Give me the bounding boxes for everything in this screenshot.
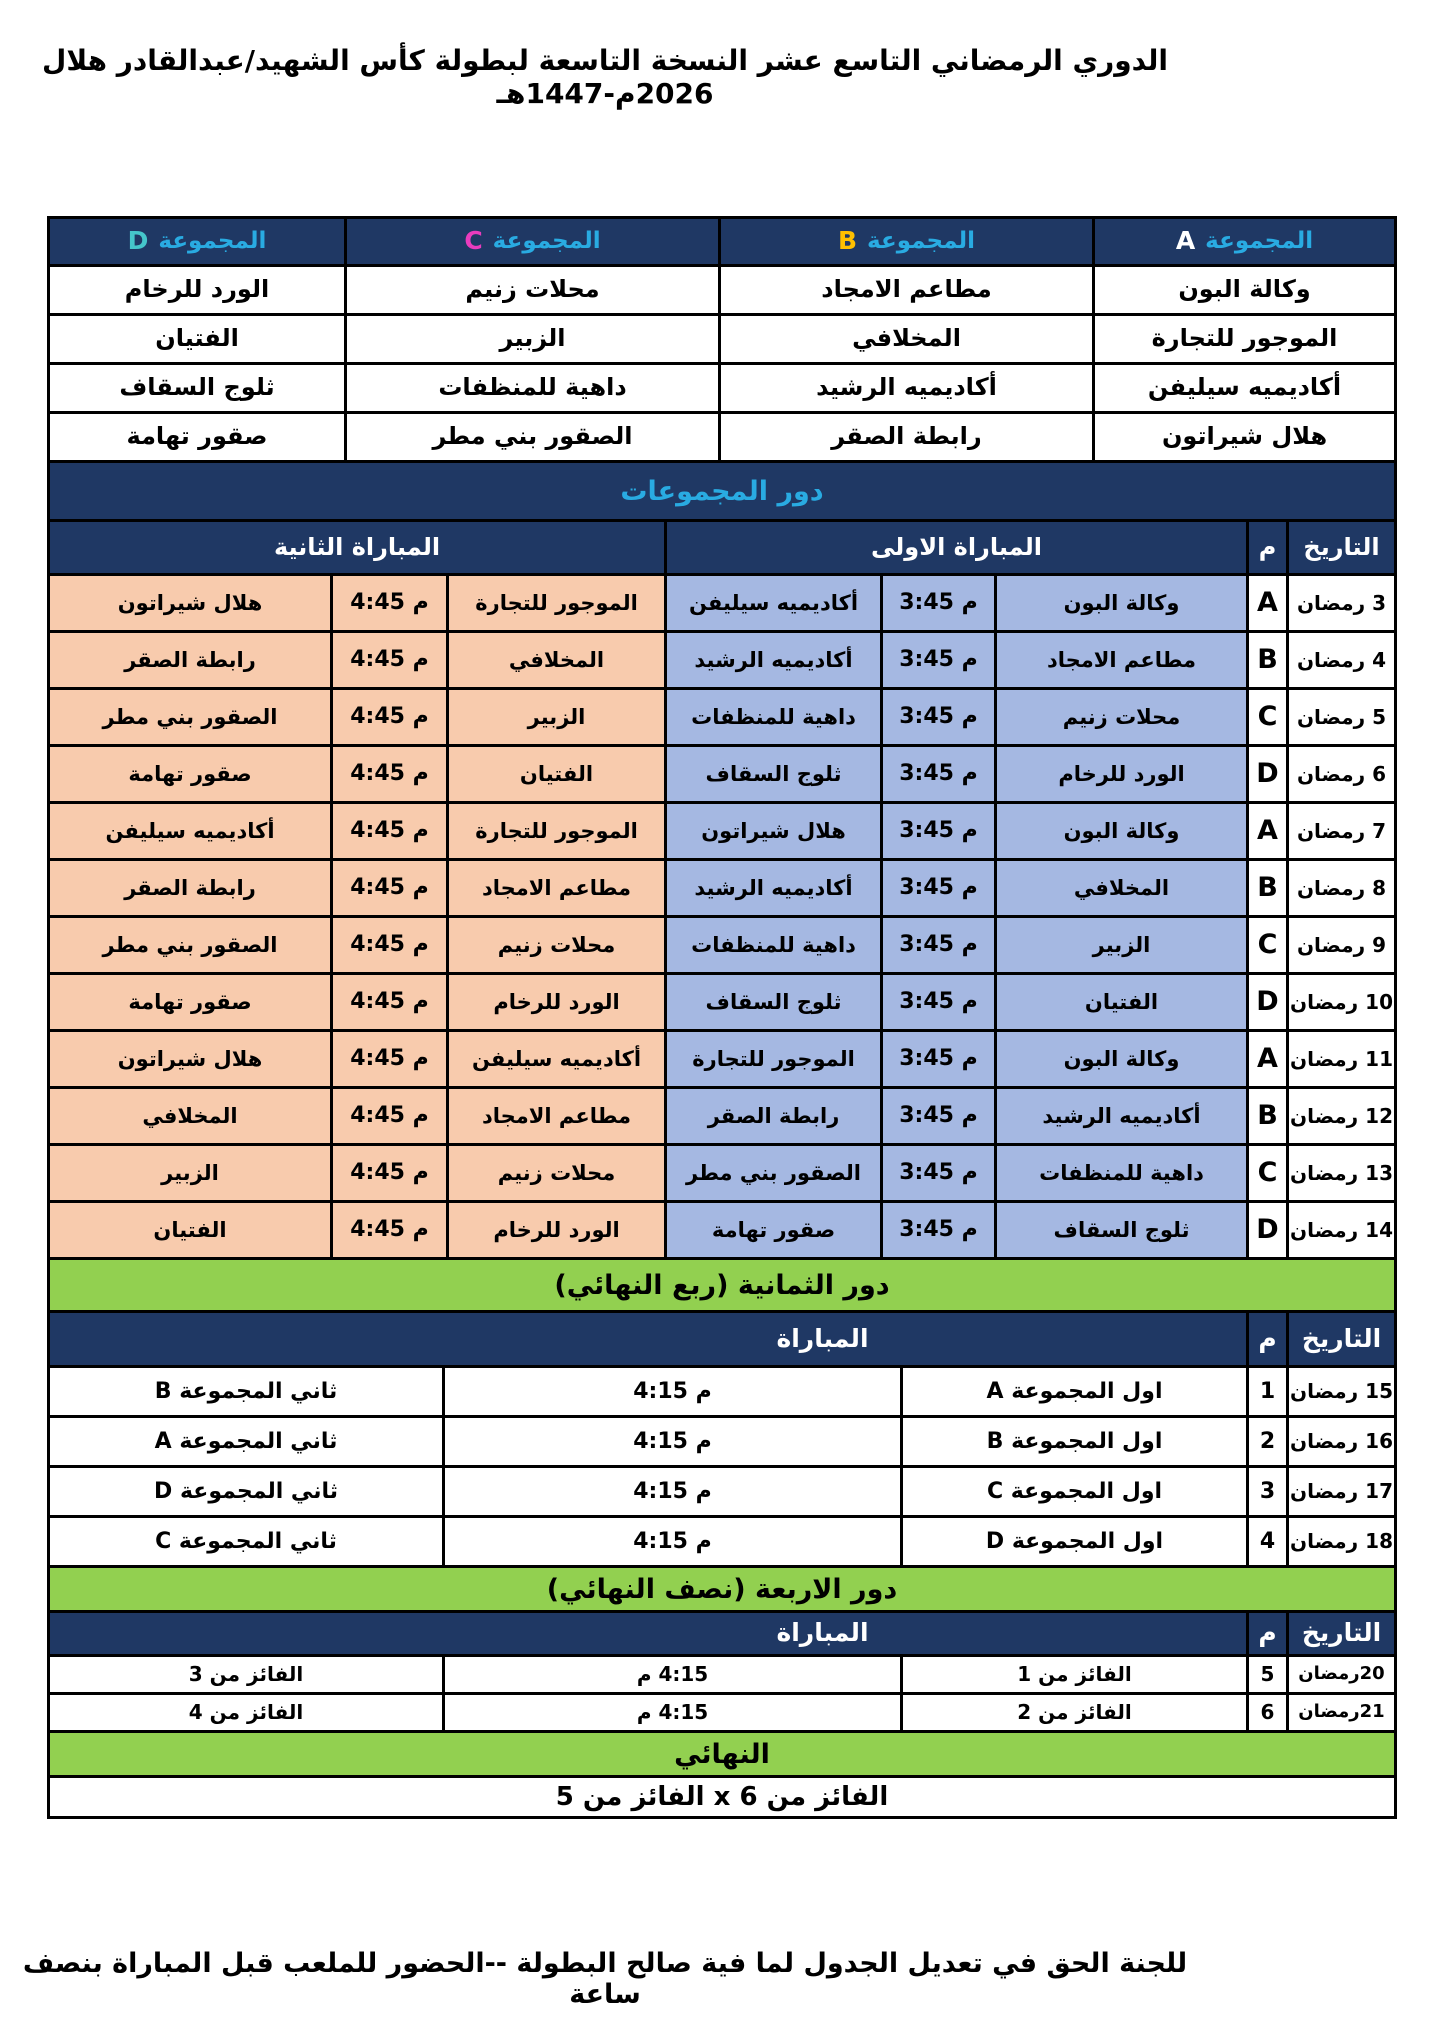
- match-date-cell: 6 رمضان: [1286, 747, 1394, 801]
- match-number-cell: 2: [1246, 1418, 1286, 1465]
- team-cell: الفتيان: [155, 324, 239, 353]
- team-cell: هلال شيراتون: [1092, 414, 1394, 460]
- footer-note: للجنة الحق في تعديل الجدول لما فية صالح البطولة --الحضور للملعب قبل المباراة بنصف ساعة: [22, 1948, 1188, 2010]
- home-team-cell: اول المجموعة D: [900, 1518, 1246, 1565]
- schedule-tables: [47, 216, 1397, 1819]
- match2-away-cell: الصقور بني مطر: [50, 690, 330, 744]
- group-letter-cell: C: [1246, 1146, 1286, 1200]
- quarterfinal-row: [50, 1368, 1394, 1418]
- match1-home-cell: الورد للرخام: [994, 747, 1246, 801]
- group-word: المجموعة: [158, 228, 267, 255]
- match1-time-cell: م 3:45: [880, 861, 994, 915]
- schedule-row: [50, 918, 1394, 975]
- match2-time-cell: م 4:45: [330, 690, 446, 744]
- group-d-letter: D: [127, 226, 149, 256]
- match-number-cell: 1: [1246, 1368, 1286, 1415]
- semifinal-banner: دور الاربعة (نصف النهائي): [50, 1568, 1394, 1613]
- match1-away-cell: داهية للمنظفات: [664, 690, 880, 744]
- home-team-cell: اول المجموعة C: [900, 1468, 1246, 1515]
- match1-time-cell: م 3:45: [880, 804, 994, 858]
- match2-home-cell: الموجور للتجارة: [446, 576, 664, 630]
- match2-time-cell: م 4:45: [330, 918, 446, 972]
- match-date-cell: 5 رمضان: [1286, 690, 1394, 744]
- match-date-cell: 18 رمضان: [1286, 1518, 1394, 1565]
- match2-away-cell: صقور تهامة: [50, 747, 330, 801]
- team-cell: ثلوج السقاف: [119, 373, 275, 402]
- column-header-match: المباراة: [776, 1618, 869, 1648]
- team-cell: وكالة البون: [1092, 267, 1394, 313]
- team-cell: محلات زنيم: [344, 267, 718, 313]
- time-cell: م 4:15: [442, 1368, 900, 1415]
- match1-time-cell: م 3:45: [880, 1089, 994, 1143]
- match2-home-cell: الزبير: [446, 690, 664, 744]
- group-word: المجموعة: [492, 228, 601, 255]
- match2-away-cell: الصقور بني مطر: [50, 918, 330, 972]
- match1-home-cell: ثلوج السقاف: [994, 1203, 1246, 1257]
- team-cell: الزبير: [344, 316, 718, 362]
- semifinal-row: [50, 1657, 1394, 1695]
- quarterfinal-row: [50, 1468, 1394, 1518]
- team-cell: مطاعم الامجاد: [718, 267, 1092, 313]
- match-date-cell: 17 رمضان: [1286, 1468, 1394, 1515]
- match2-time-cell: م 4:45: [330, 1203, 446, 1257]
- group-letter-cell: D: [1246, 1203, 1286, 1257]
- schedule-row: [50, 576, 1394, 633]
- match1-away-cell: الموجور للتجارة: [664, 1032, 880, 1086]
- match1-home-cell: داهية للمنظفات: [994, 1146, 1246, 1200]
- quarterfinal-row: [50, 1518, 1394, 1568]
- away-team-cell: ثاني المجموعة B: [154, 1378, 338, 1404]
- group-d-header: [50, 219, 344, 264]
- team-cell: الصقور بني مطر: [344, 414, 718, 460]
- match1-time-cell: م 3:45: [880, 1203, 994, 1257]
- group-letter-cell: B: [1246, 861, 1286, 915]
- match-date-cell: 8 رمضان: [1286, 861, 1394, 915]
- home-team-cell: اول المجموعة B: [900, 1418, 1246, 1465]
- match1-away-cell: هلال شيراتون: [664, 804, 880, 858]
- schedule-row: [50, 1089, 1394, 1146]
- group-c-letter: C: [464, 226, 483, 256]
- match2-away-cell: هلال شيراتون: [50, 576, 330, 630]
- team-cell: صقور تهامة: [126, 422, 268, 451]
- quarterfinal-header-row: [50, 1313, 1394, 1368]
- match1-home-cell: وكالة البون: [994, 576, 1246, 630]
- match1-time-cell: م 3:45: [880, 918, 994, 972]
- match2-home-cell: مطاعم الامجاد: [446, 1089, 664, 1143]
- group-b-letter: B: [837, 226, 858, 256]
- match1-away-cell: داهية للمنظفات: [664, 918, 880, 972]
- schedule-row: [50, 747, 1394, 804]
- group-letter-cell: A: [1246, 576, 1286, 630]
- match2-time-cell: م 4:45: [330, 804, 446, 858]
- match1-time-cell: م 3:45: [880, 1032, 994, 1086]
- groups-team-row: [50, 316, 1394, 365]
- match-number-cell: 5: [1246, 1657, 1286, 1692]
- time-cell: م 4:15: [442, 1418, 900, 1465]
- match-date-cell: 21رمضان: [1286, 1695, 1394, 1730]
- away-team-cell: ثاني المجموعة C: [155, 1528, 337, 1554]
- groups-team-row: [50, 365, 1394, 414]
- match-date-cell: 16 رمضان: [1286, 1418, 1394, 1465]
- team-cell: أكاديميه الرشيد: [718, 365, 1092, 411]
- quarterfinal-banner: دور الثمانية (ربع النهائي): [50, 1260, 1394, 1313]
- schedule-row: [50, 1203, 1394, 1260]
- quarterfinal-row: [50, 1418, 1394, 1468]
- match1-time-cell: م 3:45: [880, 747, 994, 801]
- match1-home-cell: وكالة البون: [994, 804, 1246, 858]
- match1-time-cell: م 3:45: [880, 975, 994, 1029]
- column-header-match: المباراة: [776, 1323, 869, 1353]
- match2-away-cell: صقور تهامة: [50, 975, 330, 1029]
- match2-time-cell: م 4:45: [330, 576, 446, 630]
- column-header-num: م: [1246, 1613, 1286, 1654]
- match1-time-cell: م 3:45: [880, 690, 994, 744]
- team-cell: الورد للرخام: [124, 275, 270, 304]
- team-cell: رابطة الصقر: [718, 414, 1092, 460]
- match2-home-cell: الموجور للتجارة: [446, 804, 664, 858]
- groups-team-row: [50, 414, 1394, 463]
- match-number-cell: 6: [1246, 1695, 1286, 1730]
- team-cell: أكاديميه سيليفن: [1092, 365, 1394, 411]
- match1-home-cell: أكاديميه الرشيد: [994, 1089, 1246, 1143]
- match2-home-cell: محلات زنيم: [446, 918, 664, 972]
- semifinal-row: [50, 1695, 1394, 1733]
- match2-away-cell: المخلافي: [50, 1089, 330, 1143]
- match1-time-cell: م 3:45: [880, 633, 994, 687]
- time-cell: 4:15 م: [442, 1657, 900, 1692]
- match1-home-cell: الفتيان: [994, 975, 1246, 1029]
- schedule-row: [50, 1146, 1394, 1203]
- team-cell: المخلافي: [718, 316, 1092, 362]
- schedule-header-row: [50, 522, 1394, 576]
- away-team-cell: ثاني المجموعة A: [154, 1428, 338, 1454]
- match2-away-cell: رابطة الصقر: [50, 861, 330, 915]
- match1-home-cell: وكالة البون: [994, 1032, 1246, 1086]
- match-number-cell: 4: [1246, 1518, 1286, 1565]
- group-letter-cell: C: [1246, 918, 1286, 972]
- schedule-row: [50, 975, 1394, 1032]
- match-date-cell: 14 رمضان: [1286, 1203, 1394, 1257]
- match1-time-cell: م 3:45: [880, 1146, 994, 1200]
- match2-away-cell: أكاديميه سيليفن: [50, 804, 330, 858]
- column-header-num: م: [1246, 1313, 1286, 1365]
- group-word: المجموعة: [867, 228, 976, 255]
- match1-away-cell: أكاديميه سيليفن: [664, 576, 880, 630]
- groups-team-row: [50, 267, 1394, 316]
- away-team-cell: الفائز من 4: [188, 1700, 304, 1724]
- match2-home-cell: المخلافي: [446, 633, 664, 687]
- match-date-cell: 4 رمضان: [1286, 633, 1394, 687]
- match-date-cell: 9 رمضان: [1286, 918, 1394, 972]
- match-date-cell: 7 رمضان: [1286, 804, 1394, 858]
- semifinal-header-row: [50, 1613, 1394, 1657]
- match2-time-cell: م 4:45: [330, 975, 446, 1029]
- match-number-cell: 3: [1246, 1468, 1286, 1515]
- final-banner: النهائي: [50, 1733, 1394, 1778]
- match2-home-cell: مطاعم الامجاد: [446, 861, 664, 915]
- group-letter-cell: B: [1246, 633, 1286, 687]
- column-header-match2: المباراة الثانية: [273, 532, 441, 561]
- team-cell: الموجور للتجارة: [1092, 316, 1394, 362]
- group-b-header: [718, 219, 1092, 264]
- match2-home-cell: محلات زنيم: [446, 1146, 664, 1200]
- match2-time-cell: م 4:45: [330, 1089, 446, 1143]
- column-header-group: م: [1246, 522, 1286, 573]
- group-letter-cell: A: [1246, 804, 1286, 858]
- group-word: المجموعة: [1205, 228, 1314, 255]
- home-team-cell: اول المجموعة A: [900, 1368, 1246, 1415]
- match2-away-cell: هلال شيراتون: [50, 1032, 330, 1086]
- time-cell: 4:15 م: [442, 1695, 900, 1730]
- group-letter-cell: D: [1246, 975, 1286, 1029]
- match2-time-cell: م 4:45: [330, 633, 446, 687]
- match1-away-cell: الصقور بني مطر: [664, 1146, 880, 1200]
- match1-away-cell: صقور تهامة: [664, 1203, 880, 1257]
- match2-home-cell: الورد للرخام: [446, 975, 664, 1029]
- page-title: الدوري الرمضاني التاسع عشر النسخة التاسعة لبطولة كأس الشهيد/عبدالقادر هلال 2026م-1447هـ: [42, 44, 1168, 110]
- group-a-header: [1092, 219, 1394, 264]
- match2-home-cell: الورد للرخام: [446, 1203, 664, 1257]
- column-header-match1: المباراة الاولى: [664, 522, 1246, 573]
- match-date-cell: 13 رمضان: [1286, 1146, 1394, 1200]
- match1-away-cell: رابطة الصقر: [664, 1089, 880, 1143]
- away-team-cell: ثاني المجموعة D: [154, 1478, 338, 1504]
- match-date-cell: 10 رمضان: [1286, 975, 1394, 1029]
- home-team-cell: الفائز من 1: [900, 1657, 1246, 1692]
- match1-home-cell: الزبير: [994, 918, 1246, 972]
- away-team-cell: الفائز من 3: [188, 1662, 304, 1686]
- column-header-date: التاريخ: [1286, 522, 1394, 573]
- match-date-cell: 12 رمضان: [1286, 1089, 1394, 1143]
- schedule-row: [50, 861, 1394, 918]
- schedule-row: [50, 633, 1394, 690]
- group-letter-cell: B: [1246, 1089, 1286, 1143]
- column-header-date: التاريخ: [1286, 1613, 1394, 1654]
- match1-home-cell: مطاعم الامجاد: [994, 633, 1246, 687]
- match1-away-cell: ثلوج السقاف: [664, 975, 880, 1029]
- match2-time-cell: م 4:45: [330, 747, 446, 801]
- team-cell: داهية للمنظفات: [344, 365, 718, 411]
- match2-time-cell: م 4:45: [330, 1032, 446, 1086]
- match2-away-cell: الفتيان: [50, 1203, 330, 1257]
- match1-home-cell: محلات زنيم: [994, 690, 1246, 744]
- group-letter-cell: C: [1246, 690, 1286, 744]
- group-c-header: [344, 219, 718, 264]
- schedule-row: [50, 690, 1394, 747]
- match-date-cell: 3 رمضان: [1286, 576, 1394, 630]
- match1-time-cell: م 3:45: [880, 576, 994, 630]
- final-match-row: الفائز من 6‏ x ‏الفائز من 5: [50, 1778, 1394, 1816]
- match2-home-cell: أكاديميه سيليفن: [446, 1032, 664, 1086]
- group-letter-cell: D: [1246, 747, 1286, 801]
- column-header-date: التاريخ: [1286, 1313, 1394, 1365]
- group-a-letter: A: [1175, 226, 1196, 256]
- match1-away-cell: أكاديميه الرشيد: [664, 861, 880, 915]
- match2-time-cell: م 4:45: [330, 1146, 446, 1200]
- time-cell: م 4:15: [442, 1518, 900, 1565]
- match2-away-cell: رابطة الصقر: [50, 633, 330, 687]
- home-team-cell: الفائز من 2: [900, 1695, 1246, 1730]
- match1-away-cell: ثلوج السقاف: [664, 747, 880, 801]
- group-stage-banner: دور المجموعات: [50, 463, 1394, 522]
- match1-away-cell: أكاديميه الرشيد: [664, 633, 880, 687]
- groups-header-row: [50, 219, 1394, 267]
- match2-time-cell: م 4:45: [330, 861, 446, 915]
- match-date-cell: 11 رمضان: [1286, 1032, 1394, 1086]
- time-cell: م 4:15: [442, 1468, 900, 1515]
- match-date-cell: 15 رمضان: [1286, 1368, 1394, 1415]
- schedule-row: [50, 1032, 1394, 1089]
- match1-home-cell: المخلافي: [994, 861, 1246, 915]
- match2-home-cell: الفتيان: [446, 747, 664, 801]
- match2-away-cell: الزبير: [50, 1146, 330, 1200]
- group-letter-cell: A: [1246, 1032, 1286, 1086]
- match-date-cell: 20رمضان: [1286, 1657, 1394, 1692]
- schedule-row: [50, 804, 1394, 861]
